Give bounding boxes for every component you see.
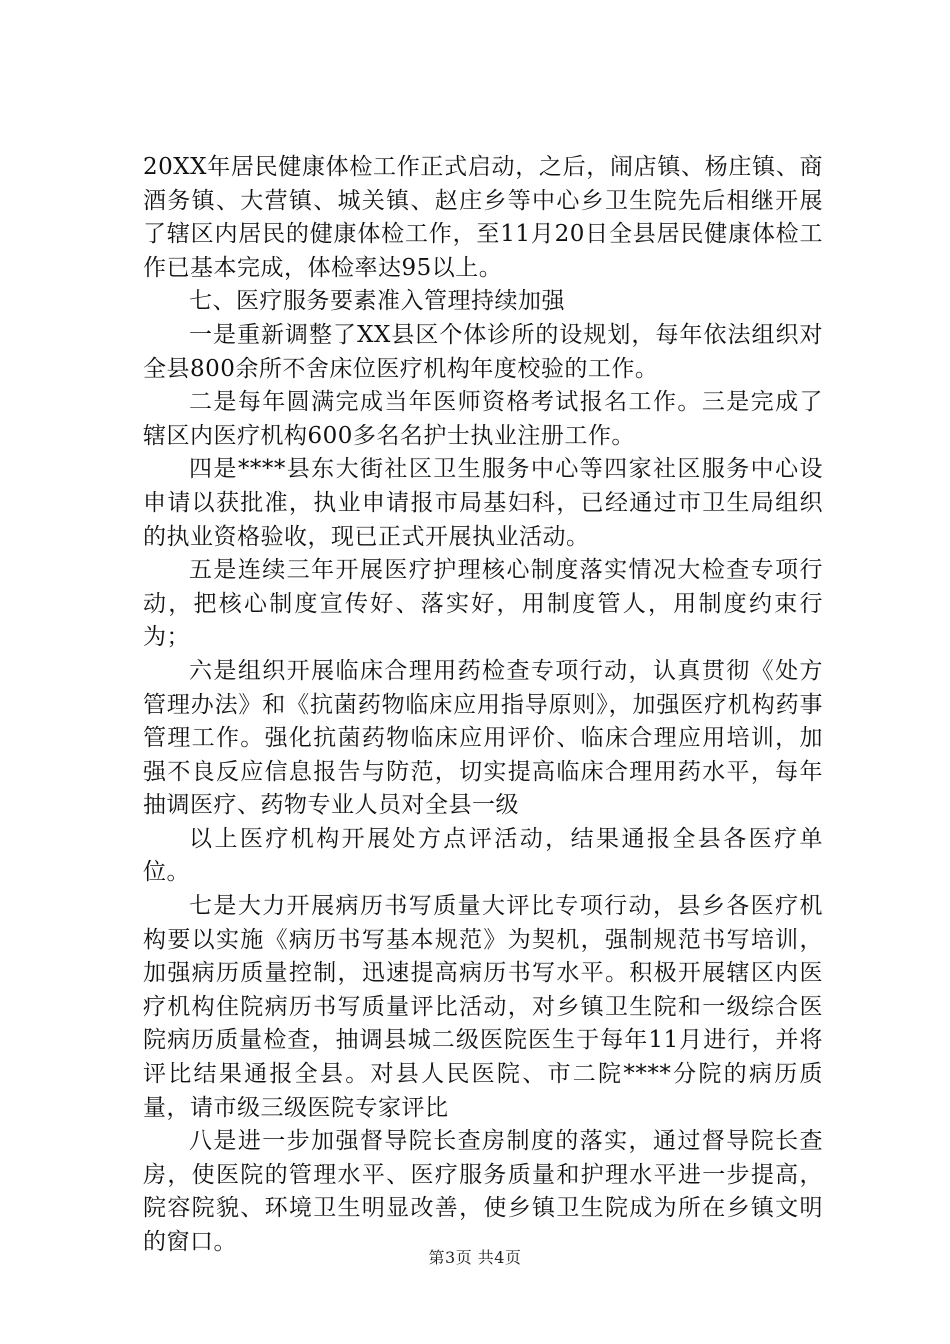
document-body <box>143 151 823 1260</box>
paragraph-item-7: 七是大力开展病历书写质量大评比专项行动，县乡各医疗机构要以实施《病历书写基本规范》为契机，强制规范书写培训，加强病历质量控制，迅速提高病历书写水平。积极开展辖区内医疗机构住院病历书写质量评比活动，对乡镇卫生院和一级综合医院病历质量检查，抽调县城二级医院医生于每年11月进行，并将评比结果通报全县。对县人民医院、市二院****分院的病历质量，请市级三级医院专家评比 <box>143 893 823 1121</box>
paragraph-item-1: 一是重新调整了XX县区个体诊所的设规划，每年依法组织对全县800余所不舍床位医疗机构年度校验的工作。 <box>143 321 823 382</box>
paragraph-health-checkup: 20XX年居民健康体检工作正式启动，之后，闹店镇、杨庄镇、商酒务镇、大营镇、城关镇、赵庄乡等中心乡卫生院先后相继开展了辖区内居民的健康体检工作，至11月20日全县居民健康体检工作已基本完成，体检率达95以上。 <box>143 154 823 281</box>
paragraph-item-4: 四是****县东大街社区卫生服务中心等四家社区服务中心设申请以获批准，执业申请报市局基妇科，已经通过市卫生局组织的执业资格验收，现已正式开展执业活动。 <box>143 456 823 550</box>
paragraph-item-2-3: 二是每年圆满完成当年医师资格考试报名工作。三是完成了辖区内医疗机构600多名名护士执业注册工作。 <box>143 389 823 449</box>
paragraph-item-5: 五是连续三年开展医疗护理核心制度落实情况大检查专项行动，把核心制度宣传好、落实好，用制度管人，用制度约束行为； <box>143 557 823 651</box>
page-number-footer: 第3页 共4页 <box>428 1248 522 1267</box>
paragraph-item-6: 六是组织开展临床合理用药检查专项行动，认真贯彻《处方管理办法》和《抗菌药物临床应用指导原则》，加强医疗机构药事管理工作。强化抗菌药物临床应用评价、临床合理应用培训，加强不良反应信息报告与防范，切实提高临床合理用药水平，每年抽调医疗、药物专业人员对全县一级 <box>143 657 823 819</box>
section-heading-access-management: 七、医疗服务要素准入管理持续加强 <box>189 288 565 315</box>
paragraph-item-8: 八是进一步加强督导院长查房制度的落实，通过督导院长查房，使医院的管理水平、医疗服务质量和护理水平进一步提高，院容院貌、环境卫生明显改善，使乡镇卫生院成为所在乡镇文明的窗口。 <box>143 1128 823 1255</box>
paragraph-item-6-continued: 以上医疗机构开展处方点评活动，结果通报全县各医疗单位。 <box>143 825 823 886</box>
